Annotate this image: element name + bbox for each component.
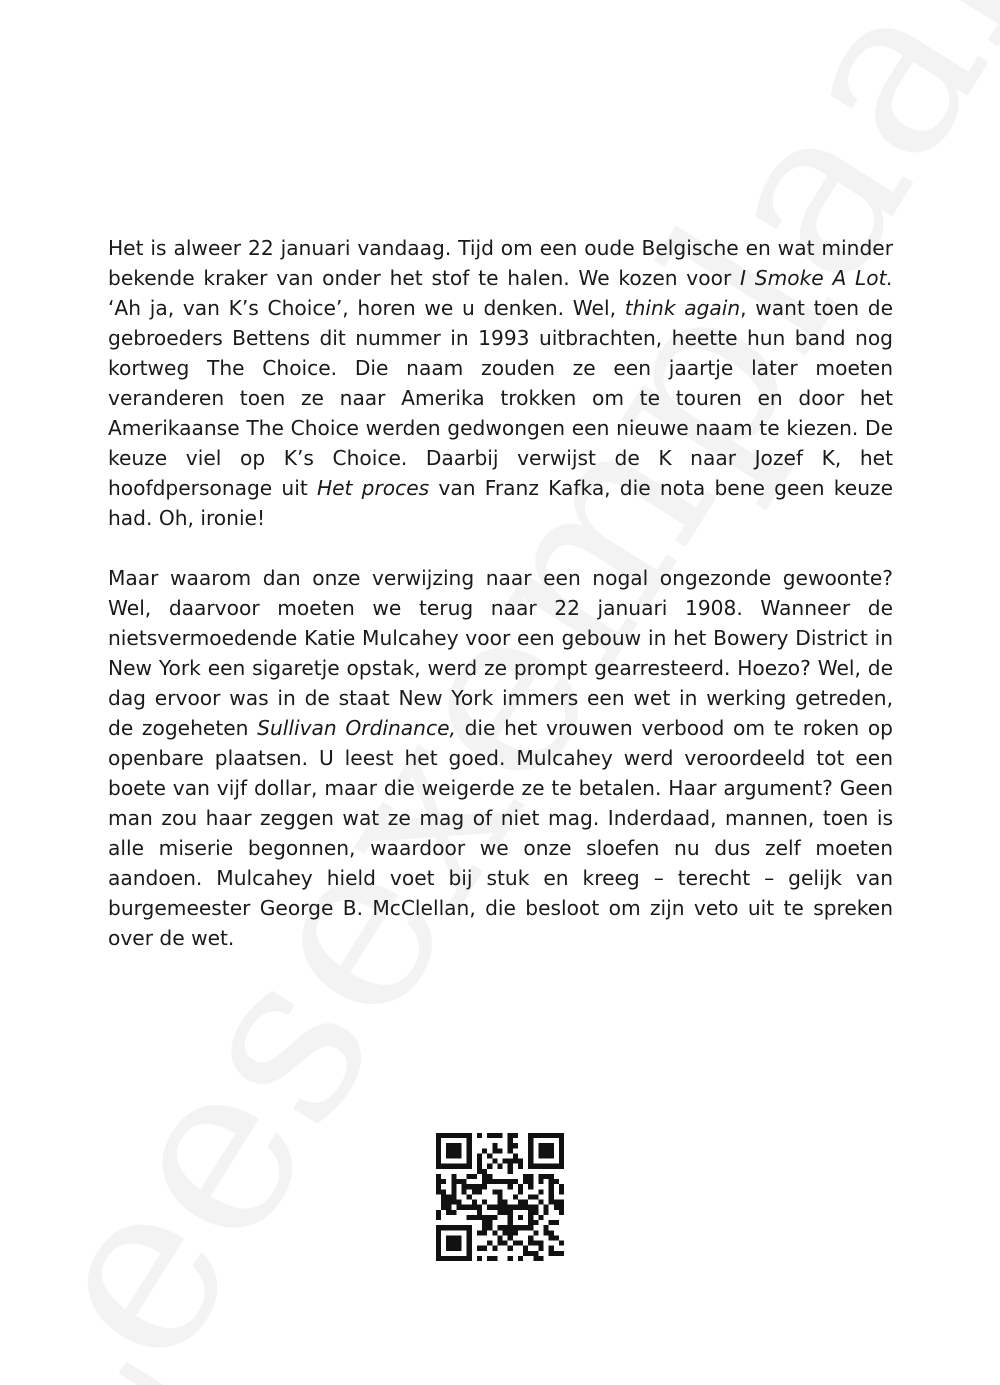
text-run: ‘Ah ja, van K’s Choice’, horen we u denken. Wel, <box>108 296 625 320</box>
text-run: Het is alweer 22 januari vandaag. Tijd om een oude Belgische en wat minder bekende kraker van onder het stof te halen. We kozen voor <box>108 236 893 290</box>
italic-title-run: think again <box>624 296 741 320</box>
article-body <box>108 233 893 953</box>
text-run: , want toen de gebroeders Bettens dit nummer in 1993 uitbrachten, heette hun band nog kortweg The Choice. Die naam zouden ze een jaartje later moeten veranderen toen ze naar Amerika trokken om te touren en door het Amerikaanse The Choice werden gedwongen een nieuwe naam te kiezen. De keuze viel op K’s Choice. Daarbij verwijst de K naar Jozef K, het hoofdpersonage uit <box>108 296 893 500</box>
article-paragraph-2 <box>108 563 893 953</box>
italic-title-run: Sullivan Ordinance, <box>257 716 456 740</box>
text-run: Maar waarom dan onze verwijzing naar een nogal ongezonde gewoonte? Wel, daarvoor moeten we terug naar 22 januari 1908. Wanneer de nietsvermoedende Katie Mulcahey voor een gebouw in het Bowery District in New York een sigaretje opstak, werd ze prompt gearresteerd. Hoezo? Wel, de dag ervoor was in de staat New York immers een wet in werking getreden, de zogeheten <box>108 566 893 740</box>
text-run: van Franz Kafka, die nota bene geen keuze had. Oh, ironie! <box>108 476 894 530</box>
italic-title-run: Het proces <box>316 476 430 500</box>
qr-code-image[interactable] <box>436 1133 564 1261</box>
italic-title-run: I Smoke A Lot. <box>740 266 893 290</box>
article-paragraph-1 <box>108 233 893 533</box>
text-run: die het vrouwen verbood om te roken op openbare plaatsen. U leest het goed. Mulcahey werd veroordeeld tot een boete van vijf dollar, maar die weigerde ze te betalen. Haar argument? Geen man zou haar zeggen wat ze mag of niet mag. Inderdaad, mannen, toen is alle miserie begonnen, waardoor we onze sloefen nu dus zelf moeten aandoen. Mulcahey hield voet bij stuk en kreeg – terecht – gelijk van burgemeester George B. McClellan, die besloot om zijn veto uit te spreken over de wet. <box>108 716 893 950</box>
